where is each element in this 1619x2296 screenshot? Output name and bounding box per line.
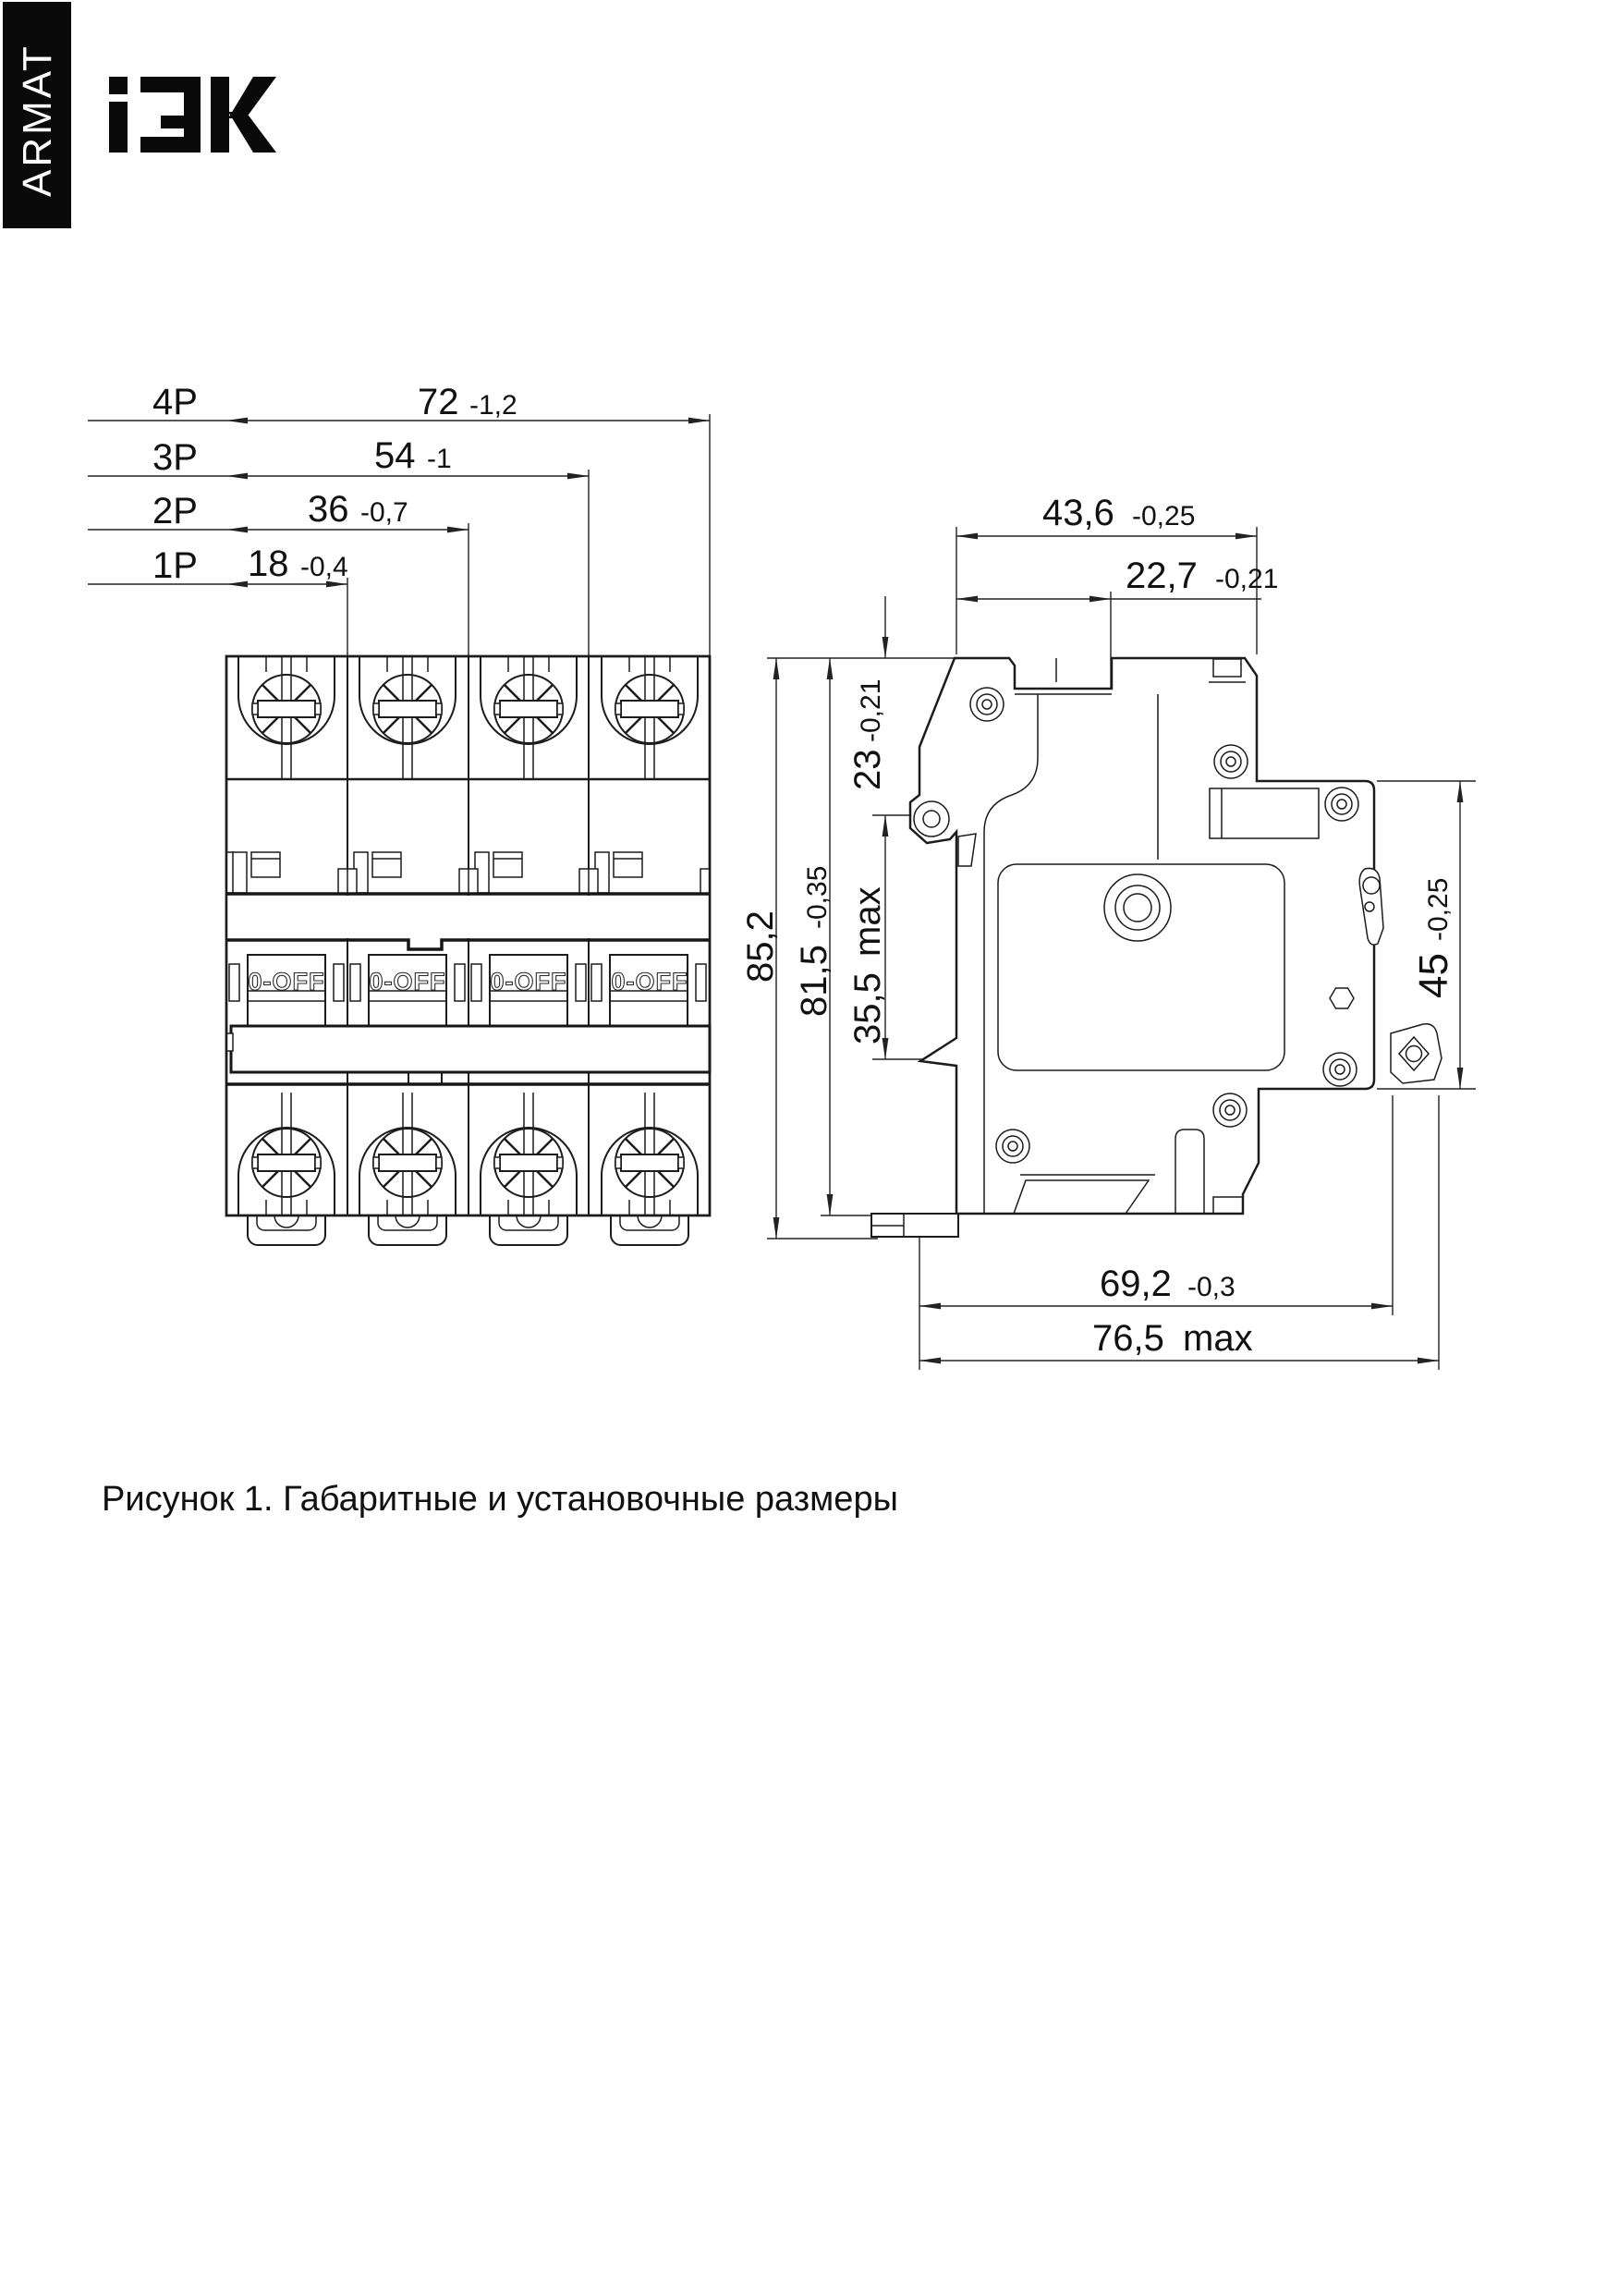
dim-815-tol: -0,35 <box>802 865 833 929</box>
dim-355-suffix: max <box>847 886 888 957</box>
dim-72-tol: -1,2 <box>469 390 517 421</box>
pole-label-1p: 1P <box>152 545 198 586</box>
side-body <box>871 658 1442 1237</box>
dim-23-value: 23 <box>847 749 888 790</box>
front-din-tab <box>871 1214 958 1237</box>
side-view <box>740 493 1476 1370</box>
logo-k <box>211 77 276 153</box>
front-body <box>226 656 710 1245</box>
logo-i-stem <box>109 102 128 153</box>
dim-227-value: 22,7 <box>1126 556 1198 596</box>
dim-815-value: 81,5 <box>794 945 834 1017</box>
logo-e <box>140 77 201 153</box>
dim-45-value: 45 <box>1411 953 1456 998</box>
dim-72-value: 72 <box>418 382 459 422</box>
front-dimensions <box>88 382 710 656</box>
front-view <box>88 382 710 1245</box>
toggle-label-3: 0-OFF <box>490 968 567 995</box>
dim-54-tol: -1 <box>427 444 452 474</box>
brand-vertical-label: ARMAT <box>15 43 60 197</box>
figure-caption: Рисунок 1. Габаритные и установочные размеры <box>102 1480 898 1519</box>
pole-label-4p: 4P <box>152 382 198 422</box>
dim-765-value: 76,5 <box>1092 1318 1164 1359</box>
pole-label-3p: 3P <box>152 437 198 478</box>
dim-18-tol: -0,4 <box>300 552 348 582</box>
toggle-label-2: 0-OFF <box>369 968 446 995</box>
dim-436-value: 43,6 <box>1042 493 1114 533</box>
dim-18-value: 18 <box>248 543 289 584</box>
dim-36-value: 36 <box>308 489 349 530</box>
dim-852-value: 85,2 <box>740 910 781 983</box>
toggle-label-1: 0-OFF <box>248 968 325 995</box>
dim-692-tol: -0,3 <box>1187 1272 1236 1302</box>
dim-36-tol: -0,7 <box>360 497 408 528</box>
dim-23-tol: -0,21 <box>856 678 886 742</box>
dim-355-value: 35,5 <box>847 972 888 1044</box>
brand-sidebar <box>3 2 71 228</box>
din-clips <box>248 1215 688 1245</box>
dim-54-value: 54 <box>374 435 416 476</box>
pole-label-2p: 2P <box>152 491 198 531</box>
logo-i-dot <box>109 77 128 94</box>
dim-692-value: 69,2 <box>1100 1264 1172 1304</box>
side-left-dimensions <box>740 596 958 1239</box>
dim-45-tol: -0,25 <box>1423 877 1454 941</box>
dim-765-suffix: max <box>1183 1318 1253 1359</box>
iek-logo <box>109 77 276 153</box>
dim-436-tol: -0,25 <box>1132 501 1196 531</box>
din-latch-screw <box>1391 1024 1442 1083</box>
toggle-label-4: 0-OFF <box>611 968 688 995</box>
dim-227-tol: -0,21 <box>1215 564 1279 594</box>
